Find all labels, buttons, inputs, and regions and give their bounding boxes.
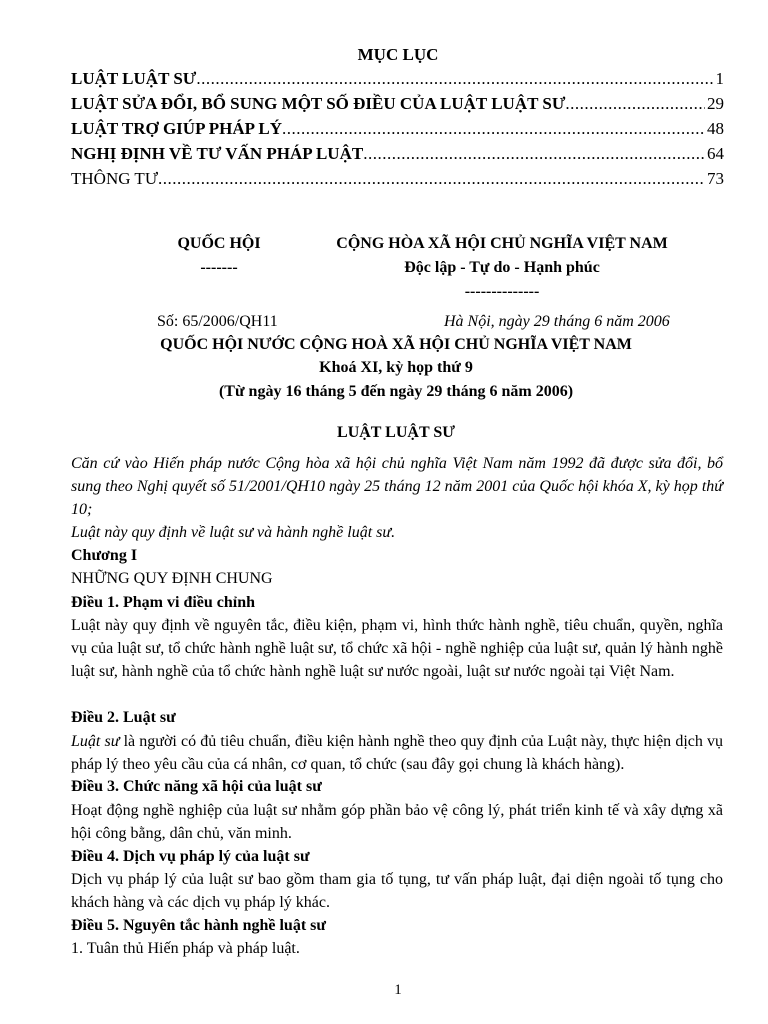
toc-title: MỤC LỤC [357, 45, 439, 64]
article-1-heading: Điều 1. Phạm vi điều chỉnh [71, 594, 256, 611]
toc-entry[interactable] [71, 69, 724, 93]
toc-leader-dots [363, 144, 705, 164]
article-2-text: là người có đủ tiêu chuẩn, điều kiện hành nghề theo quy định của Luật này, thực hiện dịch vụ pháp lý theo yêu cầu của cá nhân, cơ quan, tổ chức (sau đây gọi chung là khách hàng). [71, 733, 724, 773]
toc-leader-dots [196, 69, 713, 89]
toc-entry-page: 73 [707, 169, 724, 188]
toc-leader-dots [565, 94, 705, 114]
toc-entry-text: LUẬT LUẬT SƯ [71, 69, 197, 88]
toc-entry[interactable] [71, 169, 724, 193]
state-motto: Độc lập - Tự do - Hạnh phúc [404, 259, 600, 276]
article-1-body: Luật này quy định về nguyên tắc, điều kiện, phạm vi, hình thức hành nghề, tiêu chuẩn, quyền, nghĩa vụ của luật sư, tổ chức hành nghề luật sư, tổ chức xã hội - nghề nghiệp của luật sư, quản lý hành nghề luật sư, hành nghề của tổ chức hành nghề luật sư nước ngoài, luật sư nước ngoài tại Việt Nam. [71, 617, 723, 680]
article-2-heading: Điều 2. Luật sư [71, 709, 176, 726]
toc-entry-text: LUẬT TRỢ GIÚP PHÁP LÝ [71, 119, 282, 138]
toc-leader-dots [282, 119, 705, 139]
issuer-line-2: Khoá XI, kỳ họp thứ 9 [319, 359, 473, 376]
article-5-item-1: 1. Tuân thủ Hiến pháp và pháp luật. [71, 940, 300, 957]
toc-entry[interactable] [71, 119, 724, 143]
page-number: 1 [394, 982, 402, 998]
article-5-heading: Điều 5. Nguyên tắc hành nghề luật sư [71, 917, 326, 934]
chapter-title: NHỮNG QUY ĐỊNH CHUNG [71, 570, 273, 587]
issuer-line-1: QUỐC HỘI NƯỚC CỘNG HOÀ XÃ HỘI CHỦ NGHĨA VIỆT NAM [160, 336, 632, 353]
article-2-body [71, 730, 723, 776]
issuing-body-separator: ------- [200, 259, 238, 276]
toc-entry-page: 48 [707, 119, 724, 138]
article-3-body: Hoạt động nghề nghiệp của luật sư nhằm góp phần bảo vệ công lý, phát triển kinh tế và xây dựng xã hội công bằng, dân chủ, văn minh. [71, 802, 723, 842]
preamble-basis: Căn cứ vào Hiến pháp nước Cộng hòa xã hội chủ nghĩa Việt Nam năm 1992 đã được sửa đổi, bổ sung theo Nghị quyết số 51/2001/QH10 ngày 25 tháng 12 năm 2001 của Quốc hội khóa X, kỳ họp thứ 10; [71, 455, 723, 518]
toc-entry-page: 64 [707, 144, 724, 163]
article-3-heading: Điều 3. Chức năng xã hội của luật sư [71, 778, 322, 795]
state-motto-separator: -------------- [464, 283, 540, 300]
document-date: Hà Nội, ngày 29 tháng 6 năm 2006 [444, 313, 670, 330]
toc-entry-text: THÔNG TƯ [71, 169, 159, 188]
toc-entry-text: NGHỊ ĐỊNH VỀ TƯ VẤN PHÁP LUẬT [71, 144, 364, 163]
toc-entry-page: 1 [715, 69, 724, 88]
toc-entry[interactable] [71, 94, 724, 118]
state-title: CỘNG HÒA XÃ HỘI CHỦ NGHĨA VIỆT NAM [336, 235, 668, 252]
toc-entry-page: 29 [707, 94, 724, 113]
article-2-term: Luật sư [71, 733, 120, 750]
toc-leader-dots [158, 169, 705, 189]
toc-entry-text: LUẬT SỬA ĐỔI, BỔ SUNG MỘT SỐ ĐIỀU CỦA LUẬT LUẬT SƯ [71, 94, 566, 113]
preamble-scope: Luật này quy định về luật sư và hành nghề luật sư. [71, 524, 396, 541]
toc-entry[interactable] [71, 144, 724, 168]
document-number: Số: 65/2006/QH11 [157, 313, 278, 330]
issuing-body: QUỐC HỘI [177, 235, 261, 252]
law-title: LUẬT LUẬT SƯ [337, 424, 455, 441]
chapter-label: Chương I [71, 547, 138, 564]
article-4-heading: Điều 4. Dịch vụ pháp lý của luật sư [71, 848, 310, 865]
issuer-line-3: (Từ ngày 16 tháng 5 đến ngày 29 tháng 6 năm 2006) [218, 383, 574, 400]
article-4-body: Dịch vụ pháp lý của luật sư bao gồm tham gia tố tụng, tư vấn pháp luật, đại diện ngoài tố tụng cho khách hàng và các dịch vụ pháp lý khác. [71, 871, 723, 911]
